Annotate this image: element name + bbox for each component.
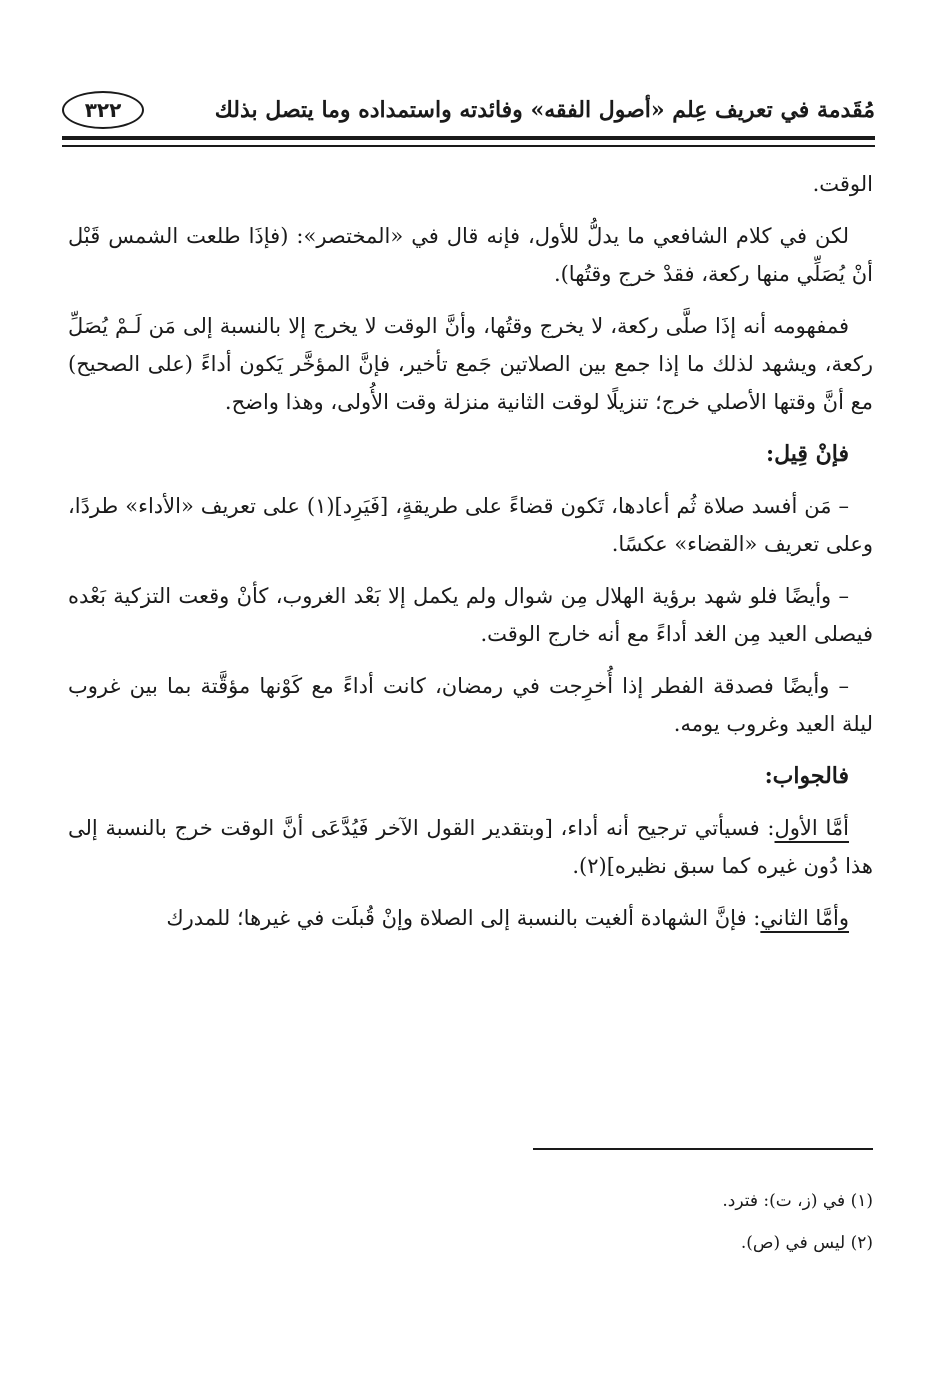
paragraph-1: الوقت. [812,172,873,196]
header-rule-thick [62,136,875,140]
paragraph-8-text: : فإنَّ الشهادة ألغيت بالنسبة إلى الصلاة وإنْ قُبلَت في غيرها؛ للمدرك [166,906,761,930]
header-title: مُقَدمة في تعريف عِلم «أصول الفقه» وفائدته واستمداده وما يتصل بذلك [214,97,875,123]
paragraph-5: – وأيضًا فلو شهد برؤية الهلال مِن شوال ولم يكمل إلا بَعْد الغروب، كأنْ وقعت التزكية بَعْده فيصلى العيد مِن الغد أداءً مع أنه خارج الوقت. [68,584,873,646]
section-heading-answer: فالجواب: [764,763,849,789]
paragraph-8 [68,899,873,937]
footnotes [68,1180,873,1264]
paragraph-3: فمفهومه أنه إذَا صلَّى ركعة، لا يخرج وقتُها، وأنَّ الوقت لا يخرج إلا بالنسبة إلى مَن لَـمْ يُصَلِّ ركعة، ويشهد لذلك ما إذا جمع بين الصلاتين جَمع تأخير، فإنَّ المؤخَّر يَكون أداءً (على الصحيح) مع أنَّ وقتها الأصلي خرج؛ تنزيلًا لوقت الثانية منزلة وقت الأُولى، وهذا واضح. [68,314,873,414]
paragraph-8-lead: وأمَّا الثاني [760,906,849,930]
header-rule-thin [62,145,875,147]
paragraph-7 [68,809,873,885]
footnote-1: (١) في (ز، ت): فترد. [722,1191,873,1211]
paragraph-7-lead: أمَّا الأول [774,816,849,840]
running-header [62,86,875,134]
page-number: ٣٢٢ [62,91,144,129]
main-text [68,165,873,951]
paragraph-2: لكن في كلام الشافعي ما يدلُّ للأول، فإنه قال في «المختصر»: (فإذَا طلعت الشمس قَبْل أنْ يُصَلِّي منها ركعة، فقدْ خرج وقتُها). [68,224,873,286]
footnote-separator [533,1148,873,1150]
footnote-2: (٢) ليس في (ص). [740,1233,873,1253]
section-heading-objection: فإنْ قِيل: [766,441,849,467]
paragraph-7-text: : فسيأتي ترجيح أنه أداء، [وبتقدير القول الآخر فَيُدَّعَى أنَّ الوقت خرج بالنسبة إلى هذا دُون غيره كما سبق نظيره](٢). [68,816,873,878]
paragraph-4: – مَن أفسد صلاة ثُم أعادها، تَكون قضاءً على طريقةٍ، [فَيَرِد](١) على تعريف «الأداء» طردًا، وعلى تعريف «القضاء» عكسًا. [68,494,873,556]
paragraph-6: – وأيضًا فصدقة الفطر إذا أُخرِجت في رمضان، كانت أداءً مع كَوْنها مؤقَّتة بما بين غروب ليلة العيد وغروب يومه. [68,674,873,736]
